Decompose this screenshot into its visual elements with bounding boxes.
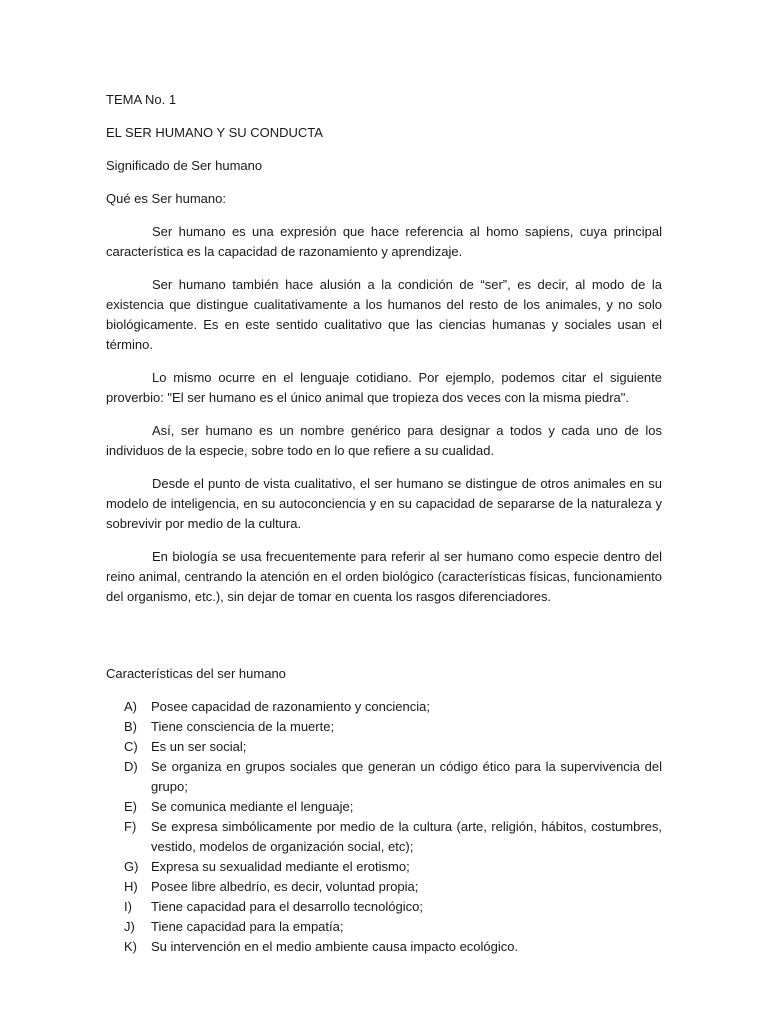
list-item-text: Posee capacidad de razonamiento y conciencia; — [151, 699, 430, 714]
question-heading: Qué es Ser humano: — [106, 191, 226, 206]
list-marker: K) — [124, 939, 137, 954]
list-marker: I) — [124, 899, 132, 914]
list-marker: D) — [124, 759, 138, 774]
characteristics-title: Características del ser humano — [106, 666, 286, 681]
list-item — [106, 797, 662, 817]
list-item-text: Tiene consciencia de la muerte; — [151, 719, 335, 734]
list-item-text: Es un ser social; — [151, 739, 247, 754]
list-marker: F) — [124, 819, 137, 834]
list-item-text: Posee libre albedrío, es decir, voluntad propia; — [151, 879, 419, 894]
list-item-text: Tiene capacidad para el desarrollo tecnológico; — [151, 899, 423, 914]
tema-heading: TEMA No. 1 — [106, 92, 177, 107]
document-content — [106, 90, 662, 957]
list-item — [106, 717, 662, 737]
list-item-text: Se comunica mediante el lenguaje; — [151, 799, 354, 814]
list-item-text: Se organiza en grupos sociales que generan un código ético para la supervivencia del grupo; — [151, 759, 662, 794]
list-marker: B) — [124, 719, 137, 734]
paragraph: Ser humano es una expresión que hace referencia al homo sapiens, cuya principal característica es la capacidad de razonamiento y aprendizaje. — [106, 224, 662, 259]
list-marker: E) — [124, 799, 137, 814]
paragraph: En biología se usa frecuentemente para referir al ser humano como especie dentro del reino animal, centrando la atención en el orden biológico (características físicas, funcionamiento del organismo, etc.), sin dejar de tomar en cuenta los rasgos diferenciadores. — [106, 549, 662, 604]
characteristics-list — [106, 697, 662, 957]
list-item-text: Se expresa simbólicamente por medio de la cultura (arte, religión, hábitos, costumbres, vestido, modelos de organización social, etc); — [151, 819, 662, 854]
list-item-text: Tiene capacidad para la empatía; — [151, 919, 344, 934]
list-marker: J) — [124, 919, 135, 934]
list-item — [106, 897, 662, 917]
list-marker: G) — [124, 859, 139, 874]
list-item — [106, 817, 662, 857]
list-item — [106, 877, 662, 897]
paragraph: Ser humano también hace alusión a la condición de “ser”, es decir, al modo de la existencia que distingue cualitativamente a los humanos del resto de los animales, y no solo biológicamente. Es en este sentido cualitativo que las ciencias humanas y sociales usan el término. — [106, 277, 662, 352]
list-item-text: Expresa su sexualidad mediante el erotismo; — [151, 859, 410, 874]
list-item — [106, 857, 662, 877]
paragraph: Desde el punto de vista cualitativo, el ser humano se distingue de otros animales en su modelo de inteligencia, en su autoconciencia y en su capacidad de separarse de la naturaleza y sobrevivir por medio de la cultura. — [106, 476, 662, 531]
document-subtitle: Significado de Ser humano — [106, 158, 263, 173]
list-item — [106, 737, 662, 757]
paragraph: Lo mismo ocurre en el lenguaje cotidiano. Por ejemplo, podemos citar el siguiente proverbio: "El ser humano es el único animal que tropieza dos veces con la misma piedra". — [106, 370, 662, 405]
list-item — [106, 697, 662, 717]
paragraph: Así, ser humano es un nombre genérico para designar a todos y cada uno de los individuos de la especie, sobre todo en lo que refiere a su cualidad. — [106, 423, 662, 458]
list-item — [106, 937, 662, 957]
list-item-text: Su intervención en el medio ambiente causa impacto ecológico. — [151, 939, 519, 954]
document-title: EL SER HUMANO Y SU CONDUCTA — [106, 125, 323, 140]
list-item — [106, 917, 662, 937]
list-marker: A) — [124, 699, 137, 714]
list-marker: H) — [124, 879, 138, 894]
list-item — [106, 757, 662, 797]
list-marker: C) — [124, 739, 138, 754]
